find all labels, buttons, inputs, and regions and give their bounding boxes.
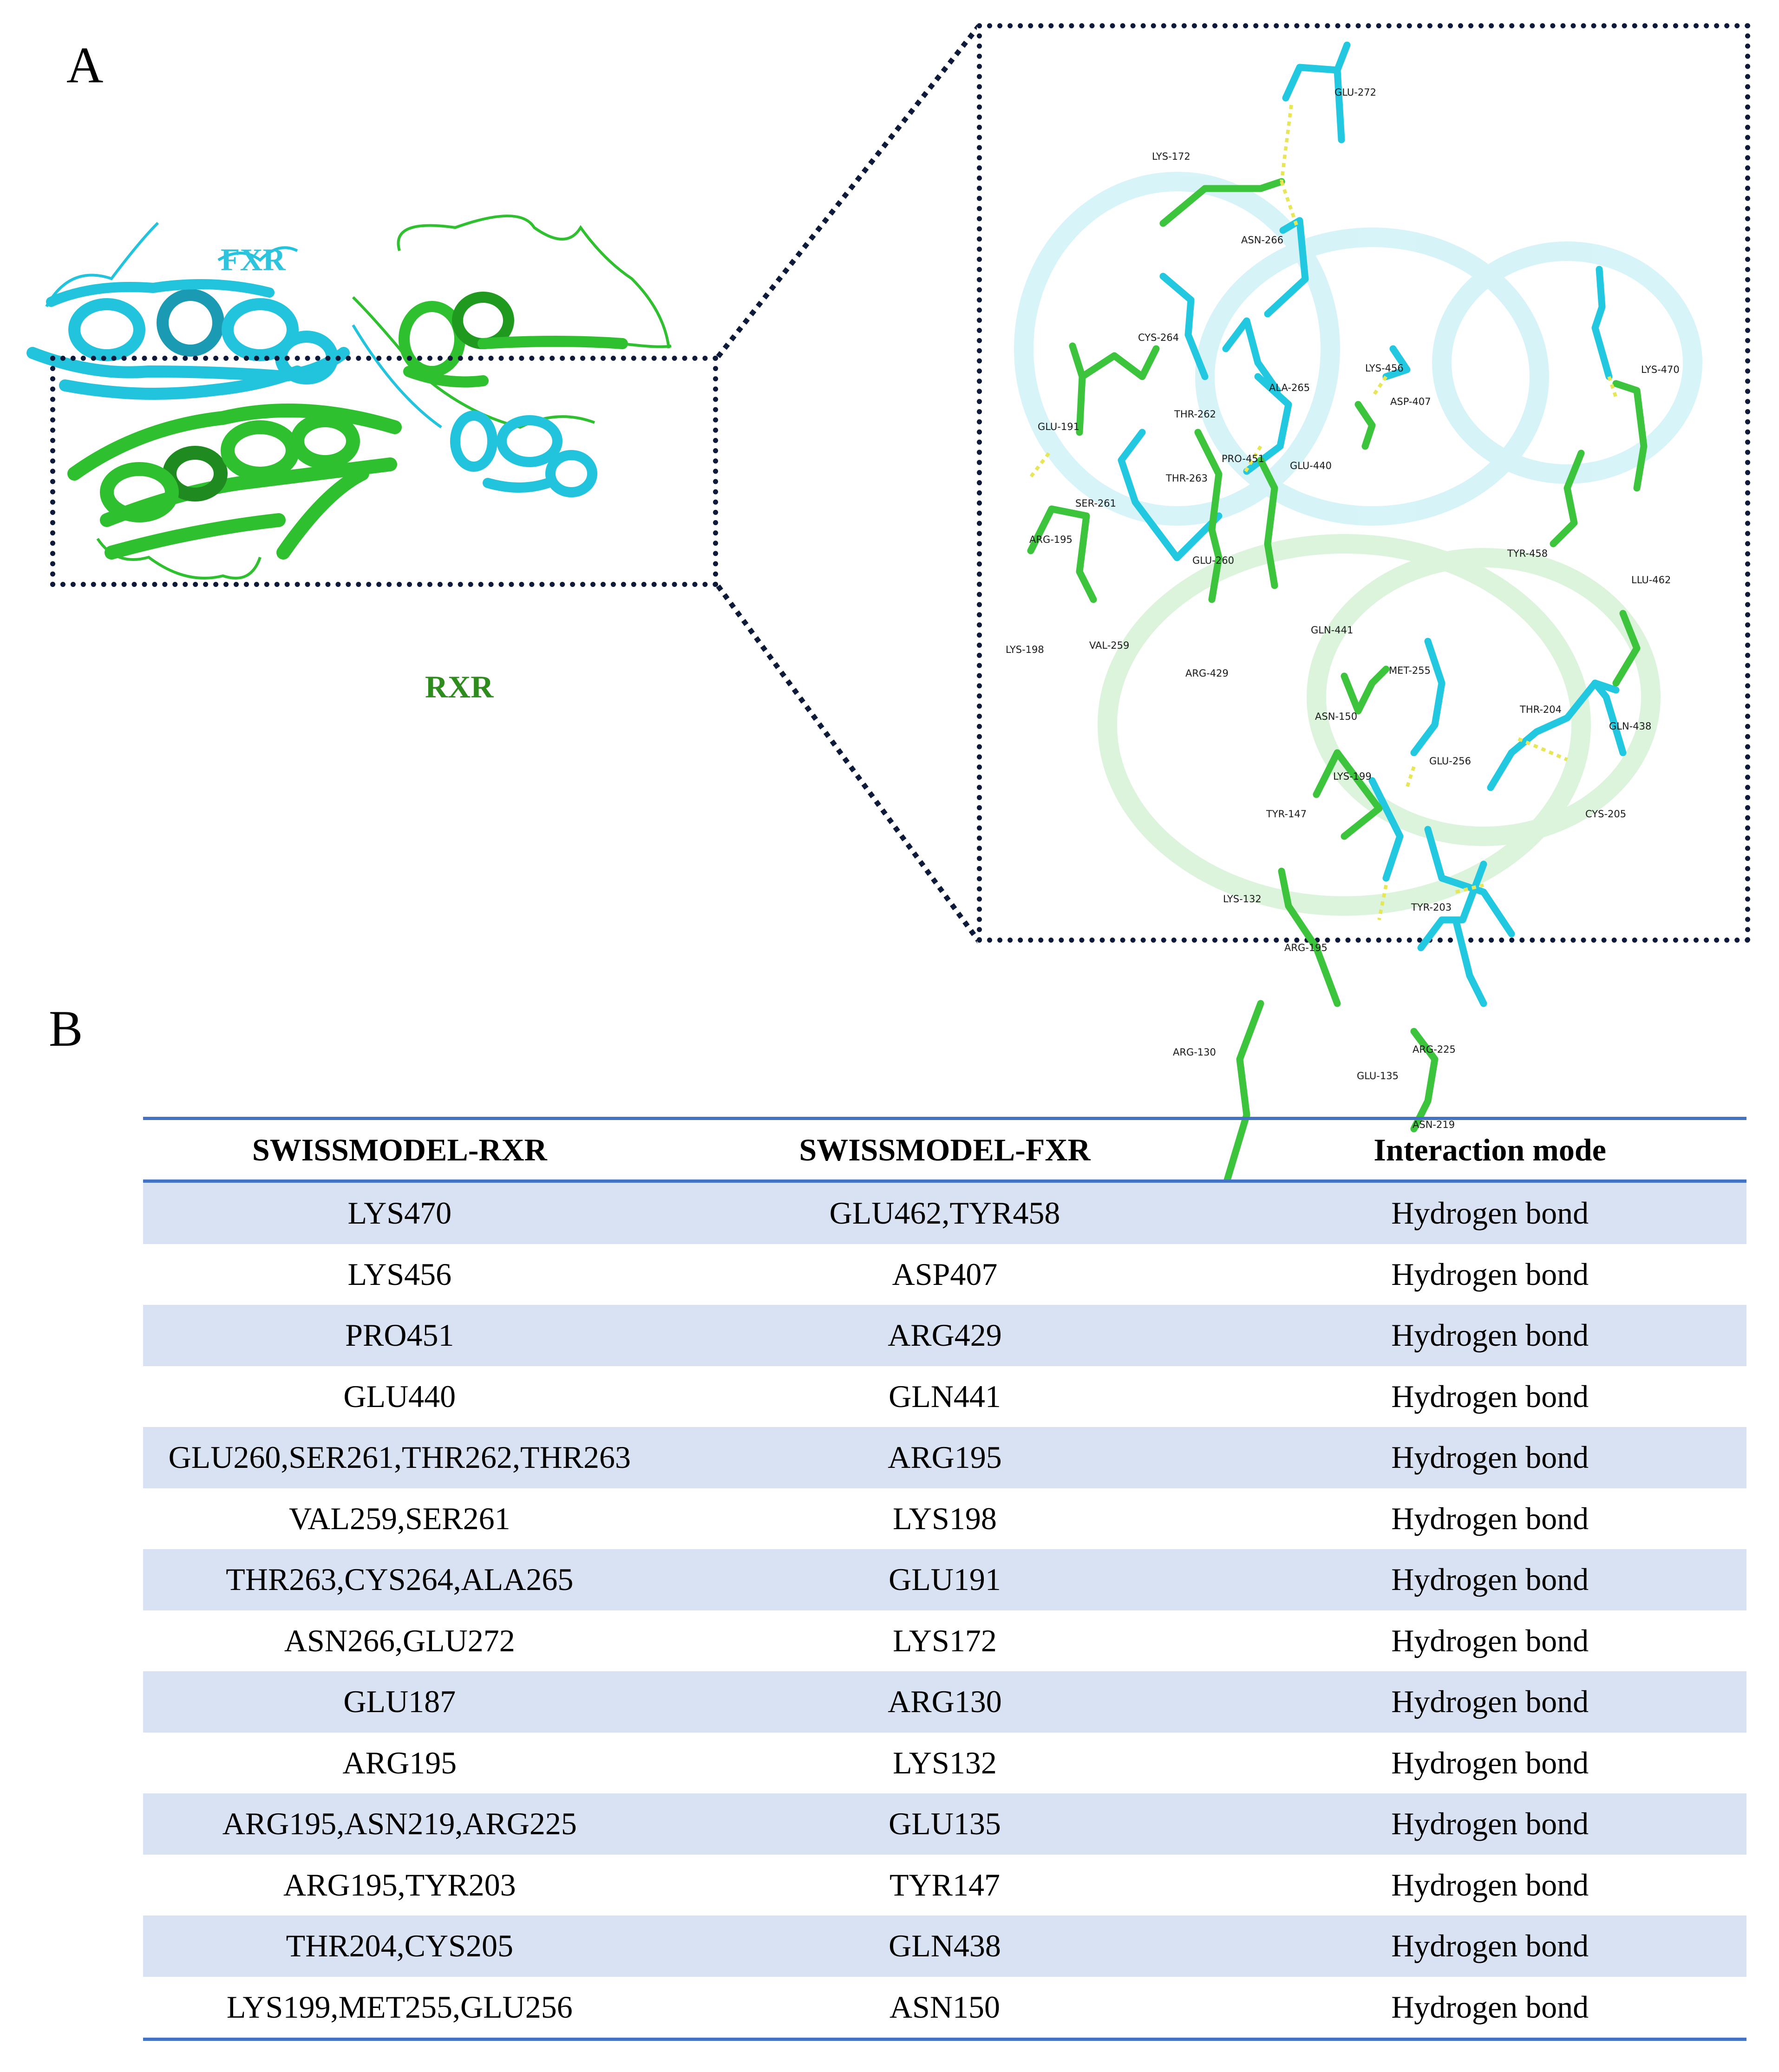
- residue-label: MET-255: [1389, 665, 1431, 676]
- fxr-label: FXR: [221, 242, 286, 277]
- table-row: [143, 1793, 1746, 1855]
- table-row: [143, 1366, 1746, 1427]
- cell-mode: Hydrogen bond: [1233, 1916, 1746, 1977]
- residue-label: TYR-458: [1507, 548, 1548, 559]
- cell-rxr: ASN266,GLU272: [284, 1622, 515, 1658]
- residue-label: THR-204: [1520, 704, 1562, 715]
- residue-label: GLN-438: [1609, 721, 1652, 732]
- table-row: [143, 1305, 1746, 1366]
- residue-label: LYS-198: [1006, 644, 1044, 655]
- table-row: [143, 1855, 1746, 1916]
- cell-rxr: THR263,CYS264,ALA265: [143, 1549, 656, 1610]
- table-header-row: [143, 1119, 1746, 1181]
- residue-label: LYS-172: [1152, 151, 1190, 162]
- residue-label: GLU-440: [1290, 460, 1332, 471]
- cell-rxr: ARG195: [342, 1745, 457, 1780]
- cell-rxr: LYS470: [143, 1181, 656, 1244]
- residue-label: ASN-266: [1241, 235, 1284, 246]
- header-interaction-mode: Interaction mode: [1233, 1119, 1746, 1181]
- cell-mode: Hydrogen bond: [1391, 1378, 1589, 1414]
- cell-fxr: LYS172: [893, 1622, 997, 1658]
- table-row: [143, 1488, 1746, 1550]
- table-row: [143, 1427, 1746, 1488]
- residue-label: GLU-272: [1334, 87, 1376, 98]
- cell-mode: Hydrogen bond: [1233, 1793, 1746, 1855]
- residue-label: GLU-260: [1192, 555, 1234, 566]
- cell-mode: Hydrogen bond: [1391, 1500, 1589, 1536]
- cell-fxr: ARG130: [656, 1671, 1234, 1733]
- cell-rxr: ARG195,ASN219,ARG225: [143, 1793, 656, 1855]
- cell-mode: Hydrogen bond: [1391, 1745, 1589, 1780]
- residue-label: ARG-225: [1413, 1044, 1456, 1055]
- selection-box: [50, 356, 718, 587]
- residue-label: ARG-429: [1185, 668, 1229, 679]
- cell-mode: Hydrogen bond: [1233, 1671, 1746, 1733]
- residue-label: GLU-256: [1429, 756, 1471, 767]
- cell-fxr: GLN441: [889, 1378, 1001, 1414]
- residue-label: CYS-205: [1585, 808, 1627, 820]
- cell-fxr: ARG429: [656, 1305, 1234, 1366]
- residue-label: ASN-219: [1413, 1119, 1455, 1130]
- residue-label: LYS-470: [1641, 364, 1680, 375]
- cell-fxr: GLU191: [656, 1549, 1234, 1610]
- cell-rxr: GLU187: [143, 1671, 656, 1733]
- table-row: [143, 1244, 1746, 1305]
- table-row: [143, 1671, 1746, 1733]
- residue-label: LYS-456: [1365, 363, 1404, 374]
- residue-label: ASP-407: [1390, 396, 1431, 407]
- cell-mode: Hydrogen bond: [1391, 1622, 1589, 1658]
- table-row: [143, 1977, 1746, 2039]
- residue-label: GLU-135: [1357, 1070, 1399, 1082]
- residue-label: ARG-195: [1284, 942, 1328, 953]
- residue-label: THR-262: [1174, 409, 1217, 420]
- residue-stick-illustration: [982, 28, 1755, 948]
- residue-label: ARG-195: [1029, 534, 1073, 545]
- cell-rxr: ARG195,TYR203: [283, 1867, 516, 1903]
- interaction-table: [143, 1117, 1746, 2041]
- cell-fxr: ARG195: [656, 1427, 1234, 1488]
- residue-label: TYR-203: [1411, 902, 1452, 913]
- residue-label: PRO-451: [1222, 453, 1265, 464]
- header-rxr: SWISSMODEL-RXR: [143, 1119, 656, 1181]
- cell-mode: Hydrogen bond: [1391, 1867, 1589, 1903]
- table-row: [143, 1181, 1746, 1244]
- table-row: [143, 1733, 1746, 1794]
- residue-label: ASN-150: [1315, 711, 1358, 722]
- residue-label: VAL-259: [1089, 640, 1130, 651]
- residue-label: GLU-191: [1038, 421, 1079, 432]
- cell-fxr: TYR147: [889, 1867, 1000, 1903]
- residue-label: GLN-441: [1311, 625, 1354, 636]
- rxr-label: RXR: [425, 669, 494, 704]
- cell-fxr: GLN438: [656, 1916, 1234, 1977]
- cell-fxr: LYS132: [893, 1745, 997, 1780]
- residue-label: LYS-199: [1333, 771, 1372, 782]
- cell-rxr: THR204,CYS205: [143, 1916, 656, 1977]
- cell-fxr: GLU462,TYR458: [656, 1181, 1234, 1244]
- cell-mode: Hydrogen bond: [1391, 1256, 1589, 1292]
- table-row: [143, 1610, 1746, 1672]
- panel-b-label: B: [49, 1000, 83, 1057]
- cell-mode: Hydrogen bond: [1233, 1181, 1746, 1244]
- residue-label: CYS-264: [1138, 332, 1179, 343]
- cell-fxr: GLU135: [656, 1793, 1234, 1855]
- residue-label: TYR-147: [1266, 808, 1307, 820]
- residue-label: THR-263: [1166, 473, 1208, 484]
- panel-a-label: A: [66, 37, 104, 93]
- interaction-detail-view: [977, 23, 1750, 1130]
- cell-mode: Hydrogen bond: [1233, 1977, 1746, 2039]
- cell-rxr: VAL259,SER261: [288, 1500, 510, 1536]
- cell-rxr: GLU260,SER261,THR262,THR263: [143, 1427, 656, 1488]
- cell-rxr: GLU440: [343, 1378, 456, 1414]
- cell-fxr: ASN150: [656, 1977, 1234, 2039]
- residue-label: LLU-462: [1631, 574, 1671, 586]
- cell-mode: Hydrogen bond: [1233, 1305, 1746, 1366]
- cell-mode: Hydrogen bond: [1233, 1549, 1746, 1610]
- cell-fxr: LYS198: [893, 1500, 997, 1536]
- header-fxr: SWISSMODEL-FXR: [656, 1119, 1234, 1181]
- cell-rxr: LYS456: [347, 1256, 452, 1292]
- cell-mode: Hydrogen bond: [1233, 1427, 1746, 1488]
- residue-label: ARG-130: [1173, 1047, 1216, 1058]
- residue-label: LYS-132: [1223, 893, 1262, 905]
- cell-rxr: LYS199,MET255,GLU256: [143, 1977, 656, 2039]
- residue-label: SER-261: [1075, 498, 1116, 509]
- table-row: [143, 1549, 1746, 1610]
- residue-label: ALA-265: [1269, 382, 1310, 393]
- cell-fxr: ASP407: [892, 1256, 998, 1292]
- cell-rxr: PRO451: [143, 1305, 656, 1366]
- table-row: [143, 1916, 1746, 1977]
